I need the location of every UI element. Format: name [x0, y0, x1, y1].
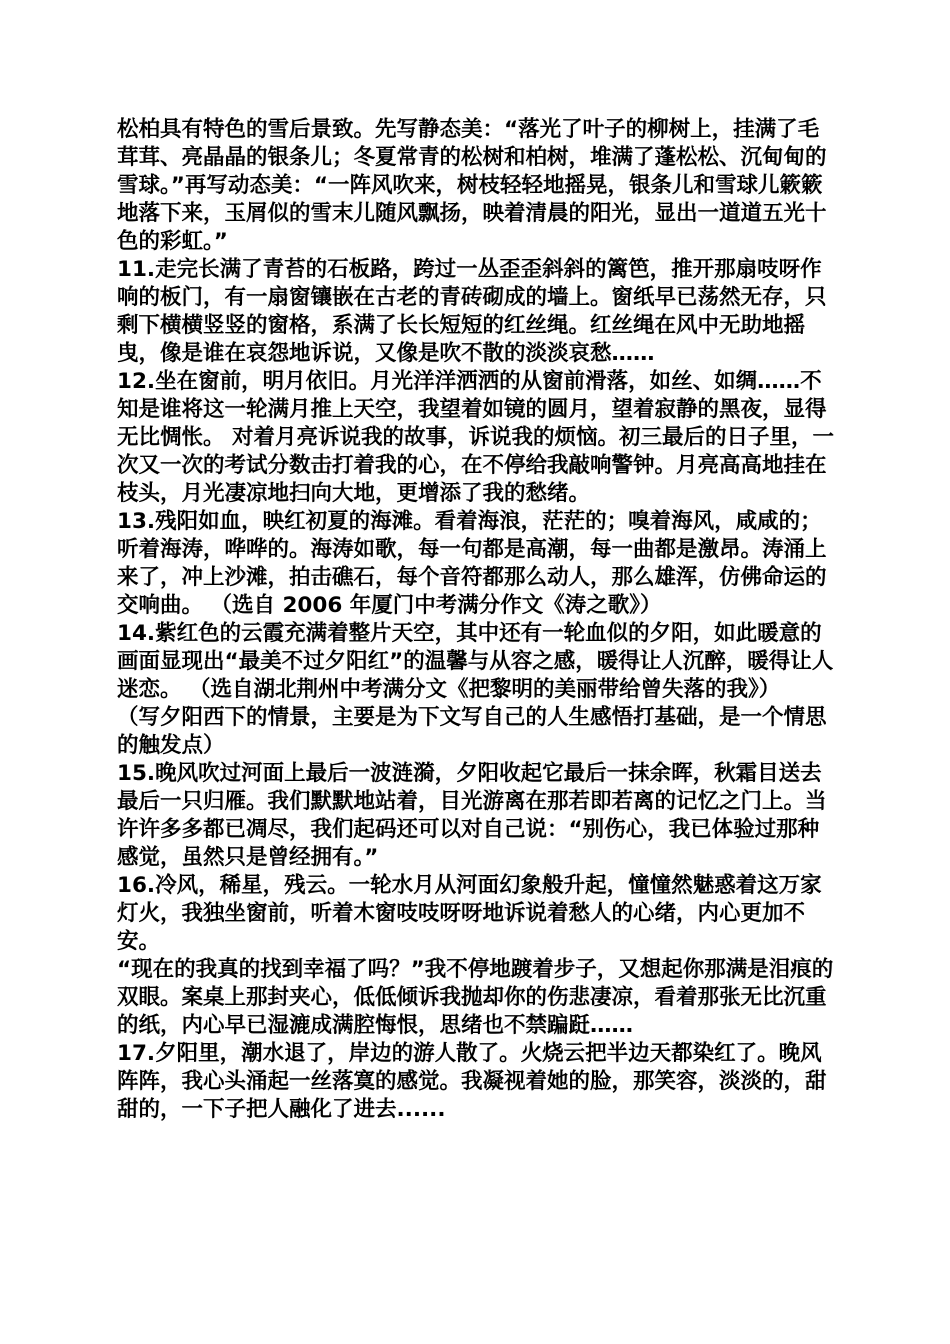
paragraph-snow-scene: 松柏具有特色的雪后景致。先写静态美：“落光了叶子的柳树上，挂满了毛茸茸、亮晶晶的银条儿；冬夏常青的松树和柏树，堆满了蓬松松、沉甸甸的雪球。”再写动态美：“一阵风吹来，树枝轻轻地摇晃，银条儿和雪球儿簌簌地落下来，玉屑似的雪末儿随风飘扬，映着清晨的阳光，显出一道道五光十色的彩虹。”	[117, 117, 827, 254]
paragraph-12-moon: 12.坐在窗前，明月依旧。月光洋洋洒洒的从窗前滑落，如丝、如绸……不知是谁将这一轮满月推上天空，我望着如镜的圆月，望着寂静的黑夜，显得无比惆怅。 对着月亮诉说我的故事，诉说我的烦恼。初三最后的日子里，一次又一次的考试分数击打着我的心，在不停给我敲响警钟。月亮高高地挂在枝头，月光凄凉地扫向大地，更增添了我的愁绪。	[117, 369, 834, 506]
paragraph-16-continued: “现在的我真的找到幸福了吗？”我不停地踱着步子，又想起你那满是泪痕的双眼。案桌上那封夹心，低低倾诉我抛却你的伤悲凄凉，看着那张无比沉重的纸，内心早已湿漉成满腔悔恨，思绪也不禁蹁跹……	[117, 957, 834, 1038]
document-body	[117, 116, 839, 1124]
paragraph-11-window: 11.走完长满了青苔的石板路，跨过一丛歪歪斜斜的篱笆，推开那扇吱呀作响的板门，有一扇窗镶嵌在古老的青砖砌成的墙上。窗纸早已荡然无存，只剩下横横竖竖的窗格，系满了长长短短的红丝绳。红丝绳在风中无助地摇曳，像是谁在哀怨地诉说，又像是吹不散的淡淡哀愁……	[117, 257, 827, 366]
paragraph-17-tide: 17.夕阳里，潮水退了，岸边的游人散了。火烧云把半边天都染红了。晚风阵阵，我心头涌起一丝落寞的感觉。我凝视着她的脸，那笑容，淡淡的，甜甜的，一下子把人融化了进去......	[117, 1041, 827, 1122]
paragraph-16-cold-wind: 16.冷风，稀星，残云。一轮水月从河面幻象般升起，憧憧然魅惑着这万家灯火，我独坐窗前，听着木窗吱吱呀呀地诉说着愁人的心绪，内心更加不安。	[117, 873, 822, 954]
paragraph-13-sea: 13.残阳如血，映红初夏的海滩。看着海浪，茫茫的；嗅着海风，咸咸的；听着海涛，哗哗的。海涛如歌，每一句都是高潮，每一曲都是激昂。涛涌上来了，冲上沙滩，拍击礁石，每个音符都那么动人，那么雄浑，仿佛命运的交响曲。 （选自 2006 年厦门中考满分作文《涛之歌》）	[117, 509, 827, 618]
paragraph-14-sunset: 14.紫红色的云霞充满着整片天空，其中还有一轮血似的夕阳，如此暖意的画面显现出“最美不过夕阳红”的温馨与从容之感，暖得让人沉醉，暖得让人迷恋。 （选自湖北荆州中考满分文《把黎明的美丽带给曾失落的我》）	[117, 621, 834, 702]
paragraph-15-evening-wind: 15.晚风吹过河面上最后一波涟漪，夕阳收起它最后一抹余晖，秋霜目送去最后一只归雁。我们默默地站着，目光游离在那若即若离的记忆之门上。当许许多多都已凋尽，我们起码还可以对自己说：“别伤心，我已体验过那种感觉，虽然只是曾经拥有。”	[117, 761, 827, 870]
paragraph-14-note: （写夕阳西下的情景，主要是为下文写自己的人生感悟打基础，是一个情思的触发点）	[117, 705, 827, 758]
